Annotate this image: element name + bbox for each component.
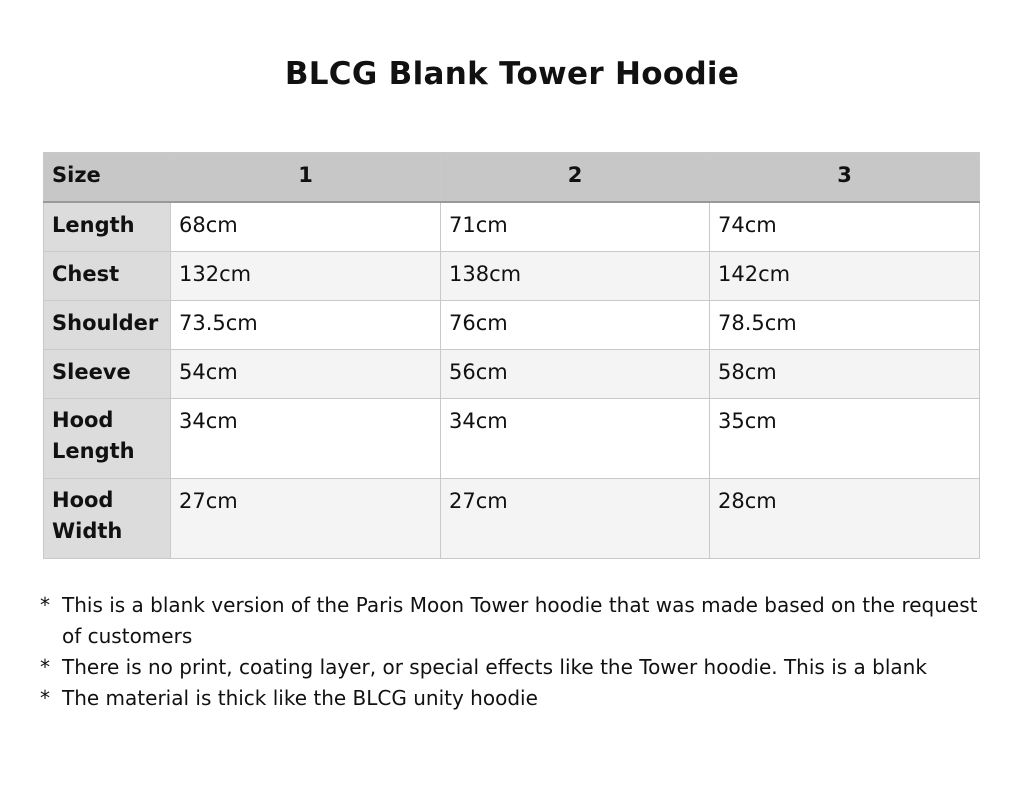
cell-value: 138cm bbox=[441, 252, 710, 301]
cell-value: 58cm bbox=[710, 350, 980, 399]
table-row bbox=[44, 202, 980, 252]
cell-value: 78.5cm bbox=[710, 301, 980, 350]
cell-value: 73.5cm bbox=[171, 301, 441, 350]
note-item bbox=[40, 590, 1000, 652]
table-header-row bbox=[44, 153, 980, 203]
row-label-hood-width: Hood Width bbox=[44, 479, 171, 559]
size-chart-table bbox=[43, 152, 980, 559]
note-item bbox=[40, 652, 1000, 683]
table-row bbox=[44, 479, 980, 559]
note-text: This is a blank version of the Paris Moon Tower hoodie that was made based on the request of customers bbox=[62, 593, 978, 648]
bullet-asterisk: * bbox=[40, 686, 50, 710]
note-text: There is no print, coating layer, or special effects like the Tower hoodie. This is a blank bbox=[62, 655, 927, 679]
cell-value: 27cm bbox=[441, 479, 710, 559]
bullet-asterisk: * bbox=[40, 655, 50, 679]
cell-value: 34cm bbox=[441, 399, 710, 479]
cell-value: 35cm bbox=[710, 399, 980, 479]
notes-list bbox=[40, 590, 1000, 714]
page-title: BLCG Blank Tower Hoodie bbox=[284, 56, 740, 92]
cell-value: 74cm bbox=[710, 202, 980, 252]
header-size: Size bbox=[44, 153, 171, 203]
cell-value: 68cm bbox=[171, 202, 441, 252]
table-row bbox=[44, 350, 980, 399]
header-size-3: 3 bbox=[710, 153, 980, 203]
header-size-1: 1 bbox=[171, 153, 441, 203]
header-size-2: 2 bbox=[441, 153, 710, 203]
cell-value: 76cm bbox=[441, 301, 710, 350]
row-label-chest: Chest bbox=[44, 252, 171, 301]
row-label-sleeve: Sleeve bbox=[44, 350, 171, 399]
bullet-asterisk: * bbox=[40, 593, 50, 617]
cell-value: 132cm bbox=[171, 252, 441, 301]
table-row bbox=[44, 301, 980, 350]
note-text: The material is thick like the BLCG unity hoodie bbox=[62, 686, 538, 710]
table-row bbox=[44, 252, 980, 301]
cell-value: 71cm bbox=[441, 202, 710, 252]
cell-value: 34cm bbox=[171, 399, 441, 479]
cell-value: 28cm bbox=[710, 479, 980, 559]
cell-value: 142cm bbox=[710, 252, 980, 301]
row-label-length: Length bbox=[44, 202, 171, 252]
table-row bbox=[44, 399, 980, 479]
cell-value: 56cm bbox=[441, 350, 710, 399]
cell-value: 54cm bbox=[171, 350, 441, 399]
row-label-shoulder: Shoulder bbox=[44, 301, 171, 350]
note-item bbox=[40, 683, 1000, 714]
row-label-hood-length: Hood Length bbox=[44, 399, 171, 479]
cell-value: 27cm bbox=[171, 479, 441, 559]
